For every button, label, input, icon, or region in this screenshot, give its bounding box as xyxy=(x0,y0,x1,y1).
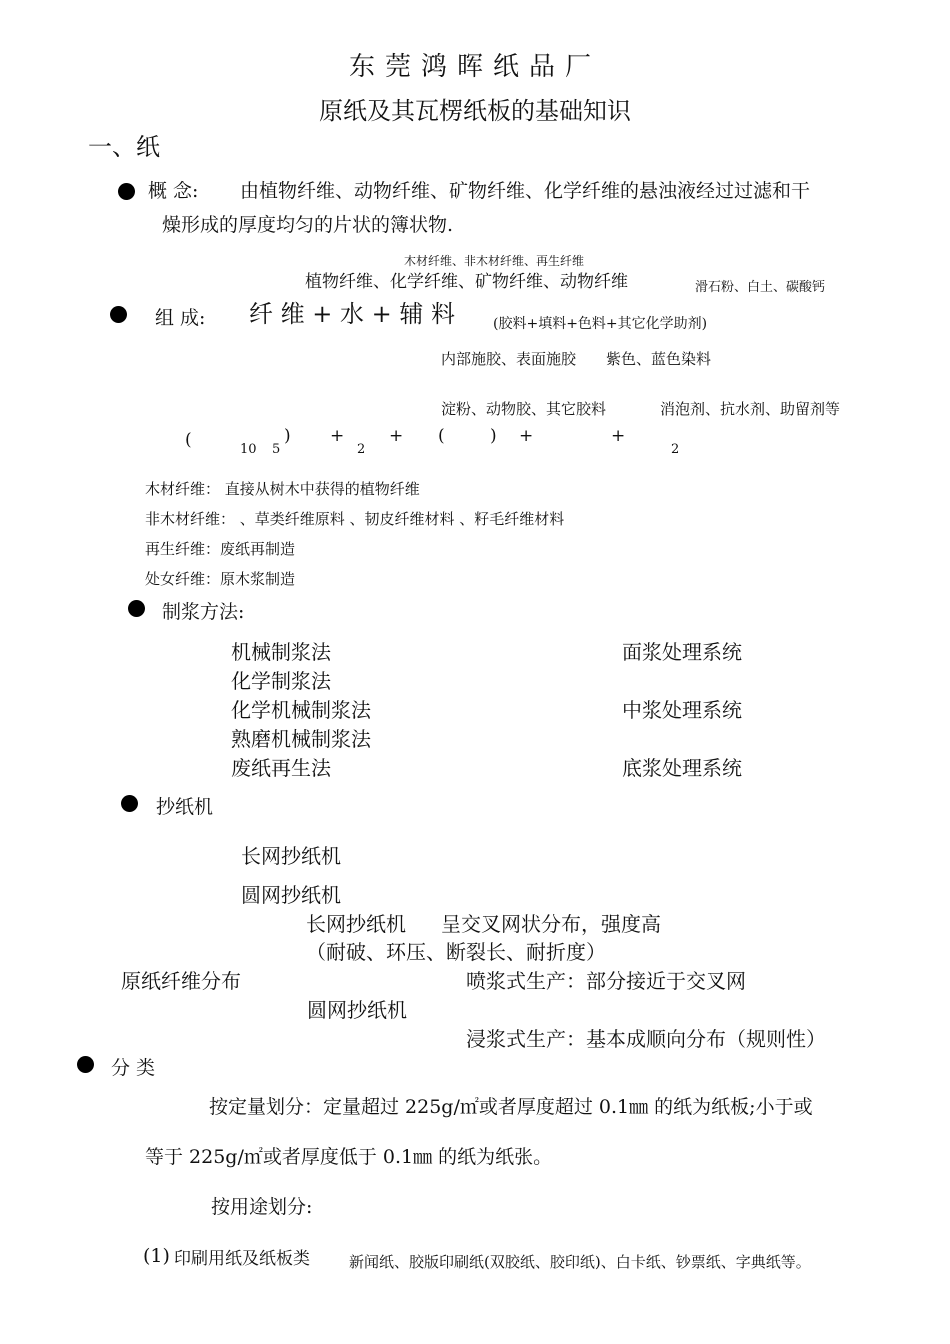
subscript-10: 10 xyxy=(240,442,257,457)
fiber-type-nonwood: 非木材纤维： 、草类纤维原料 、韧皮纤维材料 、籽毛纤维材料 xyxy=(145,510,565,528)
fiber-type-recycled: 再生纤维：废纸再制造 xyxy=(145,540,296,558)
subscript-2: 2 xyxy=(357,442,366,457)
plus-sign: + xyxy=(519,426,534,446)
cylinder-label: 圆网抄纸机 xyxy=(307,998,407,1022)
fourdrinier-label: 长网抄纸机 xyxy=(306,912,406,936)
pulping-label: 制浆方法: xyxy=(162,601,245,623)
weight-rule-line2: 等于 225g/㎡或者厚度低于 0.1㎜ 的纸为纸张。 xyxy=(145,1146,553,1168)
pulping-method: 机械制浆法 xyxy=(231,640,331,664)
bullet-icon xyxy=(77,1056,94,1073)
auxiliary-list: (胶料+填料+色料+其它化学助剂) xyxy=(493,316,708,332)
pulping-method: 化学机械制浆法 xyxy=(231,698,371,722)
bullet-icon xyxy=(121,795,138,812)
pulp-system: 中浆处理系统 xyxy=(622,698,742,722)
spray-production: 喷浆式生产：部分接近于交叉网 xyxy=(466,969,746,993)
item-label: 印刷用纸及纸板类 xyxy=(174,1249,310,1269)
weight-rule-line1: 按定量划分：定量超过 225g/㎡或者厚度超过 0.1㎜ 的纸为纸板;小于或 xyxy=(209,1096,813,1118)
paren-close: ) xyxy=(284,426,291,446)
concept-text-line1: 由植物纤维、动物纤维、矿物纤维、化学纤维的悬浊液经过过滤和干 xyxy=(240,180,811,202)
fourdrinier-desc: 呈交叉网状分布，强度高 xyxy=(441,912,661,936)
subscript-5: 5 xyxy=(272,442,281,457)
bullet-icon xyxy=(110,306,127,323)
pulp-system: 面浆处理系统 xyxy=(622,640,742,664)
concept-label: 概 念: xyxy=(148,180,199,202)
pulping-method: 废纸再生法 xyxy=(231,756,331,780)
dip-production: 浸浆式生产：基本成顺向分布（规则性） xyxy=(466,1027,826,1051)
bullet-icon xyxy=(128,600,145,617)
section-title: 一、纸 xyxy=(88,133,160,161)
paren-open: ( xyxy=(185,430,192,450)
glue-note: 淀粉、动物胶、其它胶料 xyxy=(441,400,607,418)
paren-open: ( xyxy=(438,426,445,446)
machine-label: 抄纸机 xyxy=(156,796,214,818)
item-number: (1) xyxy=(143,1245,170,1267)
filler-list: 滑石粉、白土、碳酸钙 xyxy=(695,280,826,295)
pulping-method: 化学制浆法 xyxy=(231,669,331,693)
subscript-2: 2 xyxy=(671,442,680,457)
fiber-type-virgin: 处女纤维：原木浆制造 xyxy=(145,570,296,588)
machine-type: 圆网抄纸机 xyxy=(241,883,341,907)
fiber-type-wood: 木材纤维： 直接从树木中获得的植物纤维 xyxy=(145,480,420,498)
composition-formula: 纤 维 + 水 + 辅 料 xyxy=(249,300,455,328)
distribution-label: 原纸纤维分布 xyxy=(121,969,241,993)
fourdrinier-props: （耐破、环压、断裂长、耐折度） xyxy=(306,940,606,964)
fiber-list: 植物纤维、化学纤维、矿物纤维、动物纤维 xyxy=(305,272,628,292)
fiber-note-top: 木材纤维、非木材纤维、再生纤维 xyxy=(404,254,585,268)
item-desc: 新闻纸、胶版印刷纸(双胶纸、胶印纸)、白卡纸、钞票纸、字典纸等。 xyxy=(349,1253,811,1271)
agent-note: 消泡剂、抗水剂、助留剂等 xyxy=(660,400,841,418)
plus-sign: + xyxy=(611,426,626,446)
paren-close: ) xyxy=(490,426,497,446)
page-subtitle: 原纸及其瓦楞纸板的基础知识 xyxy=(319,97,631,125)
plus-sign: + xyxy=(389,426,404,446)
machine-type: 长网抄纸机 xyxy=(241,844,341,868)
dye-note: 紫色、蓝色染料 xyxy=(606,350,712,368)
classification-label: 分 类 xyxy=(111,1057,156,1079)
pulping-method: 熟磨机械制浆法 xyxy=(231,727,371,751)
concept-text-line2: 燥形成的厚度均匀的片状的簿状物. xyxy=(162,214,454,236)
bullet-icon xyxy=(118,183,135,200)
sizing-note: 内部施胶、表面施胶 xyxy=(441,350,577,368)
pulp-system: 底浆处理系统 xyxy=(622,756,742,780)
composition-label: 组 成: xyxy=(155,307,206,329)
company-name: 东莞鸿晖纸品厂 xyxy=(348,52,601,82)
plus-sign: + xyxy=(330,426,345,446)
use-rule-label: 按用途划分: xyxy=(211,1196,313,1218)
